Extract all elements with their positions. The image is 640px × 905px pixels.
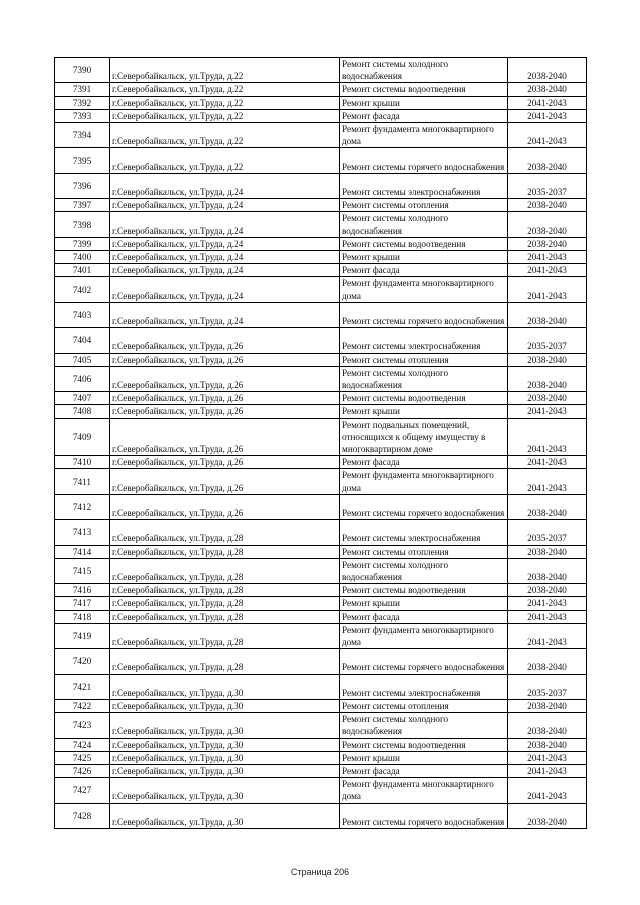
row-work-type: Ремонт системы электроснабжения: [340, 520, 508, 545]
row-address: г.Северобайкальск, ул.Труда, д.28: [110, 597, 340, 610]
row-work-type: Ремонт системы водоотведения: [340, 237, 508, 250]
table-row: [55, 405, 587, 418]
row-work-type: Ремонт крыши: [340, 251, 508, 264]
row-work-type: Ремонт системы водоотведения: [340, 83, 508, 96]
row-work-type: Ремонт фундамента многоквартирного дома: [340, 123, 508, 148]
table-row: [55, 558, 587, 583]
row-address: г.Северобайкальск, ул.Труда, д.26: [110, 469, 340, 494]
table-row: [55, 584, 587, 597]
row-period: 2041-2043: [508, 610, 587, 623]
table-row: [55, 96, 587, 109]
table-row: [55, 545, 587, 558]
row-number: 7417: [55, 597, 110, 610]
row-work-type: Ремонт системы горячего водоснабжения: [340, 302, 508, 327]
row-address: г.Северобайкальск, ул.Труда, д.30: [110, 765, 340, 778]
table-row: [55, 456, 587, 469]
row-work-type: Ремонт системы горячего водоснабжения: [340, 148, 508, 173]
table-row: [55, 264, 587, 277]
row-work-type: Ремонт системы холодного водоснабжения: [340, 713, 508, 738]
row-address: г.Северобайкальск, ул.Труда, д.30: [110, 803, 340, 828]
row-address: г.Северобайкальск, ул.Труда, д.28: [110, 545, 340, 558]
row-work-type: Ремонт фундамента многоквартирного дома: [340, 778, 508, 803]
table-row: [55, 418, 587, 456]
row-address: г.Северобайкальск, ул.Труда, д.24: [110, 199, 340, 212]
row-work-type: Ремонт системы электроснабжения: [340, 674, 508, 699]
row-period: 2041-2043: [508, 765, 587, 778]
row-number: 7404: [55, 328, 110, 353]
row-address: г.Северобайкальск, ул.Труда, д.28: [110, 623, 340, 648]
row-address: г.Северобайкальск, ул.Труда, д.28: [110, 584, 340, 597]
row-period: 2041-2043: [508, 597, 587, 610]
row-period: 2038-2040: [508, 545, 587, 558]
row-work-type: Ремонт системы холодного водоснабжения: [340, 58, 508, 83]
row-period: 2041-2043: [508, 96, 587, 109]
table-row: [55, 649, 587, 674]
row-period: 2038-2040: [508, 558, 587, 583]
row-address: г.Северобайкальск, ул.Труда, д.22: [110, 58, 340, 83]
row-number: 7427: [55, 778, 110, 803]
row-address: г.Северобайкальск, ул.Труда, д.30: [110, 713, 340, 738]
row-work-type: Ремонт системы горячего водоснабжения: [340, 649, 508, 674]
row-number: 7394: [55, 123, 110, 148]
row-address: г.Северобайкальск, ул.Труда, д.22: [110, 83, 340, 96]
table-row: [55, 328, 587, 353]
row-period: 2041-2043: [508, 456, 587, 469]
row-period: 2038-2040: [508, 584, 587, 597]
row-number: 7419: [55, 623, 110, 648]
page-number: Страница 206: [290, 867, 350, 877]
table-row: [55, 520, 587, 545]
row-period: 2038-2040: [508, 58, 587, 83]
row-period: 2038-2040: [508, 700, 587, 713]
table-row: [55, 751, 587, 764]
table-row: [55, 366, 587, 391]
row-number: 7397: [55, 199, 110, 212]
row-period: 2038-2040: [508, 366, 587, 391]
row-address: г.Северобайкальск, ул.Труда, д.26: [110, 353, 340, 366]
table-row: [55, 58, 587, 83]
table-row: [55, 623, 587, 648]
row-period: 2038-2040: [508, 237, 587, 250]
row-address: г.Северобайкальск, ул.Труда, д.30: [110, 700, 340, 713]
row-address: г.Северобайкальск, ул.Труда, д.28: [110, 610, 340, 623]
row-work-type: Ремонт фундамента многоквартирного дома: [340, 623, 508, 648]
row-work-type: Ремонт крыши: [340, 597, 508, 610]
row-address: г.Северобайкальск, ул.Труда, д.24: [110, 264, 340, 277]
table-row: [55, 610, 587, 623]
row-address: г.Северобайкальск, ул.Труда, д.26: [110, 366, 340, 391]
row-number: 7402: [55, 277, 110, 302]
table-row: [55, 148, 587, 173]
row-number: 7395: [55, 148, 110, 173]
row-work-type: Ремонт крыши: [340, 751, 508, 764]
row-period: 2041-2043: [508, 623, 587, 648]
row-work-type: Ремонт системы отопления: [340, 700, 508, 713]
row-number: 7393: [55, 109, 110, 122]
row-address: г.Северобайкальск, ул.Труда, д.28: [110, 558, 340, 583]
row-address: г.Северобайкальск, ул.Труда, д.22: [110, 148, 340, 173]
row-period: 2038-2040: [508, 649, 587, 674]
row-address: г.Северобайкальск, ул.Труда, д.30: [110, 738, 340, 751]
row-address: г.Северобайкальск, ул.Труда, д.24: [110, 237, 340, 250]
table-row: [55, 237, 587, 250]
table-row: [55, 251, 587, 264]
row-number: 7414: [55, 545, 110, 558]
row-number: 7411: [55, 469, 110, 494]
row-address: г.Северобайкальск, ул.Труда, д.24: [110, 212, 340, 237]
row-number: 7401: [55, 264, 110, 277]
table-row: [55, 469, 587, 494]
row-period: 2041-2043: [508, 405, 587, 418]
table-row: [55, 83, 587, 96]
row-address: г.Северобайкальск, ул.Труда, д.26: [110, 456, 340, 469]
row-period: 2041-2043: [508, 123, 587, 148]
table-row: [55, 302, 587, 327]
row-address: г.Северобайкальск, ул.Труда, д.26: [110, 392, 340, 405]
row-address: г.Северобайкальск, ул.Труда, д.22: [110, 96, 340, 109]
row-number: 7400: [55, 251, 110, 264]
table-row: [55, 277, 587, 302]
row-work-type: Ремонт крыши: [340, 405, 508, 418]
row-number: 7403: [55, 302, 110, 327]
row-number: 7399: [55, 237, 110, 250]
row-number: 7409: [55, 418, 110, 456]
row-address: г.Северобайкальск, ул.Труда, д.26: [110, 418, 340, 456]
row-number: 7392: [55, 96, 110, 109]
row-number: 7424: [55, 738, 110, 751]
table-row: [55, 674, 587, 699]
row-work-type: Ремонт фасада: [340, 109, 508, 122]
table-row: [55, 109, 587, 122]
row-period: 2041-2043: [508, 109, 587, 122]
row-period: 2041-2043: [508, 251, 587, 264]
row-address: г.Северобайкальск, ул.Труда, д.22: [110, 109, 340, 122]
row-number: 7426: [55, 765, 110, 778]
row-number: 7413: [55, 520, 110, 545]
table-row: [55, 392, 587, 405]
row-number: 7420: [55, 649, 110, 674]
row-address: г.Северобайкальск, ул.Труда, д.26: [110, 494, 340, 519]
row-work-type: Ремонт системы водоотведения: [340, 392, 508, 405]
row-work-type: Ремонт фасада: [340, 456, 508, 469]
row-work-type: Ремонт системы отопления: [340, 353, 508, 366]
row-work-type: Ремонт системы отопления: [340, 199, 508, 212]
row-address: г.Северобайкальск, ул.Труда, д.24: [110, 251, 340, 264]
row-work-type: Ремонт системы холодного водоснабжения: [340, 212, 508, 237]
row-number: 7405: [55, 353, 110, 366]
row-address: г.Северобайкальск, ул.Труда, д.24: [110, 173, 340, 198]
row-period: 2038-2040: [508, 83, 587, 96]
row-work-type: Ремонт системы горячего водоснабжения: [340, 494, 508, 519]
row-period: 2041-2043: [508, 264, 587, 277]
row-period: 2038-2040: [508, 738, 587, 751]
row-work-type: Ремонт системы холодного водоснабжения: [340, 366, 508, 391]
row-number: 7406: [55, 366, 110, 391]
row-period: 2038-2040: [508, 494, 587, 519]
row-period: 2035-2037: [508, 328, 587, 353]
row-period: 2035-2037: [508, 173, 587, 198]
row-address: г.Северобайкальск, ул.Труда, д.30: [110, 751, 340, 764]
table-row: [55, 765, 587, 778]
table-row: [55, 199, 587, 212]
row-address: г.Северобайкальск, ул.Труда, д.26: [110, 405, 340, 418]
row-number: 7398: [55, 212, 110, 237]
row-number: 7416: [55, 584, 110, 597]
row-address: г.Северобайкальск, ул.Труда, д.30: [110, 674, 340, 699]
row-period: 2038-2040: [508, 803, 587, 828]
row-address: г.Северобайкальск, ул.Труда, д.30: [110, 778, 340, 803]
row-work-type: Ремонт фасада: [340, 610, 508, 623]
table-row: [55, 738, 587, 751]
row-address: г.Северобайкальск, ул.Труда, д.28: [110, 649, 340, 674]
row-period: 2041-2043: [508, 469, 587, 494]
table-row: [55, 212, 587, 237]
table-row: [55, 700, 587, 713]
row-period: 2041-2043: [508, 751, 587, 764]
table-row: [55, 803, 587, 828]
row-work-type: Ремонт фасада: [340, 264, 508, 277]
row-work-type: Ремонт фасада: [340, 765, 508, 778]
table-body: [55, 58, 587, 829]
row-number: 7428: [55, 803, 110, 828]
row-number: 7391: [55, 83, 110, 96]
table-row: [55, 778, 587, 803]
row-number: 7418: [55, 610, 110, 623]
table-row: [55, 173, 587, 198]
row-work-type: Ремонт системы холодного водоснабжения: [340, 558, 508, 583]
row-work-type: Ремонт системы горячего водоснабжения: [340, 803, 508, 828]
row-work-type: Ремонт крыши: [340, 96, 508, 109]
row-address: г.Северобайкальск, ул.Труда, д.28: [110, 520, 340, 545]
table-row: [55, 353, 587, 366]
row-address: г.Северобайкальск, ул.Труда, д.24: [110, 277, 340, 302]
table-row: [55, 123, 587, 148]
row-number: 7407: [55, 392, 110, 405]
row-work-type: Ремонт системы отопления: [340, 545, 508, 558]
row-number: 7408: [55, 405, 110, 418]
row-work-type: Ремонт системы электроснабжения: [340, 173, 508, 198]
row-period: 2038-2040: [508, 302, 587, 327]
row-number: 7425: [55, 751, 110, 764]
row-period: 2038-2040: [508, 212, 587, 237]
row-period: 2041-2043: [508, 778, 587, 803]
row-period: 2041-2043: [508, 418, 587, 456]
row-work-type: Ремонт системы водоотведения: [340, 738, 508, 751]
row-number: 7396: [55, 173, 110, 198]
row-address: г.Северобайкальск, ул.Труда, д.26: [110, 328, 340, 353]
repair-schedule-table: [54, 57, 587, 829]
row-address: г.Северобайкальск, ул.Труда, д.24: [110, 302, 340, 327]
table-row: [55, 597, 587, 610]
row-number: 7390: [55, 58, 110, 83]
row-work-type: Ремонт фундамента многоквартирного дома: [340, 469, 508, 494]
row-work-type: Ремонт подвальных помещений, относящихся к общему имуществу в многоквартирном доме: [340, 418, 508, 456]
row-work-type: Ремонт системы водоотведения: [340, 584, 508, 597]
row-number: 7422: [55, 700, 110, 713]
table-row: [55, 713, 587, 738]
row-work-type: Ремонт фундамента многоквартирного дома: [340, 277, 508, 302]
row-period: 2035-2037: [508, 674, 587, 699]
row-work-type: Ремонт системы электроснабжения: [340, 328, 508, 353]
row-period: 2038-2040: [508, 148, 587, 173]
row-period: 2038-2040: [508, 713, 587, 738]
row-number: 7412: [55, 494, 110, 519]
table-row: [55, 494, 587, 519]
row-period: 2038-2040: [508, 353, 587, 366]
row-number: 7415: [55, 558, 110, 583]
row-period: 2038-2040: [508, 392, 587, 405]
row-number: 7421: [55, 674, 110, 699]
row-period: 2041-2043: [508, 277, 587, 302]
row-number: 7410: [55, 456, 110, 469]
row-period: 2035-2037: [508, 520, 587, 545]
row-number: 7423: [55, 713, 110, 738]
row-address: г.Северобайкальск, ул.Труда, д.22: [110, 123, 340, 148]
row-period: 2038-2040: [508, 199, 587, 212]
